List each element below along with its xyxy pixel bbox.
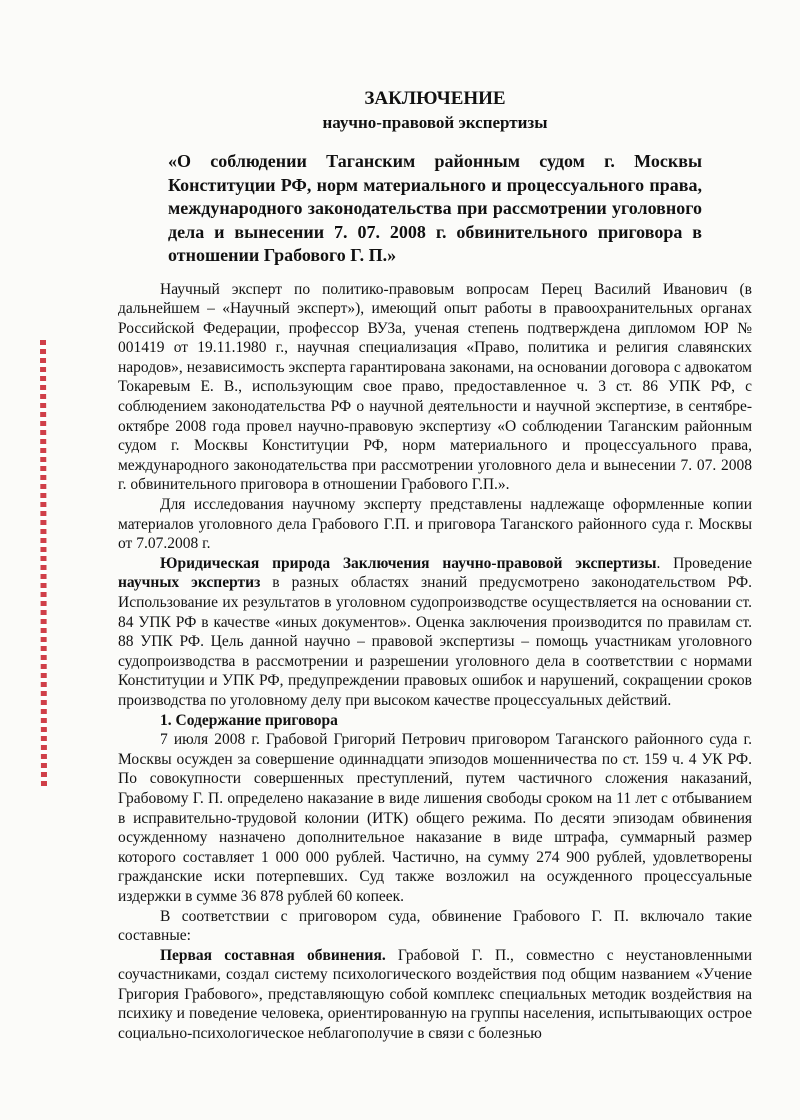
section-heading-verdict: 1. Содержание приговора xyxy=(160,711,338,729)
paragraph-verdict: 7 июля 2008 г. Грабовой Григорий Петрович приговором Таганского районного суда г. Москвы осужден за совершение одиннадцати эпизодов мошенничества по ст. 159 ч. 4 УК РФ. По совокупности совершенных преступлений, путем частичного сложения наказаний, Грабовому Г. П. определено наказание в виде лишения свободы сроком на 11 лет с отбыванием в исправительно-трудовой колонии (ИТК) общего режима. По десяти эпизодам обвинения осужденному назначено дополнительное наказание в виде штрафа, суммарный размер которого составляет 1 000 000 рублей. Частично, на сумму 274 900 рублей, удовлетворены гражданские иски потерпевших. Суд также возложил на осужденного процессуальные издержки в сумме 36 878 рублей 60 копеек. xyxy=(118,731,752,905)
scientific-expertise-term: научных экспертиз xyxy=(118,574,261,592)
binding-stitching xyxy=(38,340,48,790)
first-part-text: Грабовой Г. П., совместно с неустановленными соучастниками, создал систему психологического воздействия под общим названием «Учение Григория Грабового», представляющую собой комплекс специальных методик воздействия на психику и поведение человека, ориентированную на группы населения, испытывающих острое социально-психологическое неблагополучие в связи с болезнью xyxy=(118,946,752,1043)
paragraph-first-part xyxy=(118,946,752,1044)
legal-nature-text-1: . Проведение xyxy=(656,554,752,572)
paragraph-expert-intro: Научный эксперт по политико-правовым вопросам Перец Василий Иванович (в дальнейшем – «Научный эксперт»), имеющий опыт работы в правоохранительных органах Российской Федерации, профессор ВУЗа, ученая степень подтверждена дипломом ЮР № 001419 от 19.11.1980 г., научная специализация «Право, политика и религия славянских народов», независимость эксперта гарантирована законами, на основании договора с адвокатом Токаревым Е. В., использующим свое право, предоставленное ч. 3 ст. 86 УПК РФ, с соблюдением законодательства РФ о научной деятельности и научной экспертизе, в сентябре-октябре 2008 года провел научно-правовую экспертизу «О соблюдении Таганским районным судом г. Москвы Конституции РФ, норм материального и процессуального права, международного законодательства при рассмотрении уголовного дела и вынесении 7. 07. 2008 г. обвинительного приговора в отношении Грабового Г.П.». xyxy=(118,280,752,494)
legal-nature-heading: Юридическая природа Заключения научно-правовой экспертизы xyxy=(160,554,657,572)
expertise-topic: «О соблюдении Таганским районным судом г. Москвы Конституции РФ, норм материального и процессуального права, международного законодательства при рассмотрении уголовного дела и вынесении 7. 07. 2008 г. обвинительного приговора в отношении Грабового Г. П.» xyxy=(168,151,702,265)
document-page xyxy=(118,88,752,1044)
paragraph-accusation-parts: В соответствии с приговором суда, обвинение Грабового Г. П. включало такие составные: xyxy=(118,907,752,945)
paragraph-materials: Для исследования научному эксперту представлены надлежаще оформленные копии материалов уголовного дела Грабового Г.П. и приговора Таганского районного суда г. Москвы от 7.07.2008 г. xyxy=(118,496,752,553)
first-part-heading: Первая составная обвинения. xyxy=(160,946,386,964)
legal-nature-text-2: в разных областях знаний предусмотрено законодательством РФ. Использование их результатов в уголовном судопроизводстве осуществляется на основании ст. 84 УПК РФ в качестве «иных документов». Оценка заключения производится по правилам ст. 88 УПК РФ. Цель данной научно – правовой экспертизы – помощь участникам уголовного судопроизводства в рассмотрении и разрешении уголовного дела в соответствии с нормами Конституции и УПК РФ, предупреждении правовых ошибок и нарушений, сокращении сроков производства по уголовному делу при высоком качестве процессуальных действий. xyxy=(118,574,752,709)
document-subtitle: научно-правовой экспертизы xyxy=(322,113,548,132)
document-title: ЗАКЛЮЧЕНИЕ xyxy=(364,88,506,109)
paragraph-legal-nature xyxy=(118,554,752,711)
